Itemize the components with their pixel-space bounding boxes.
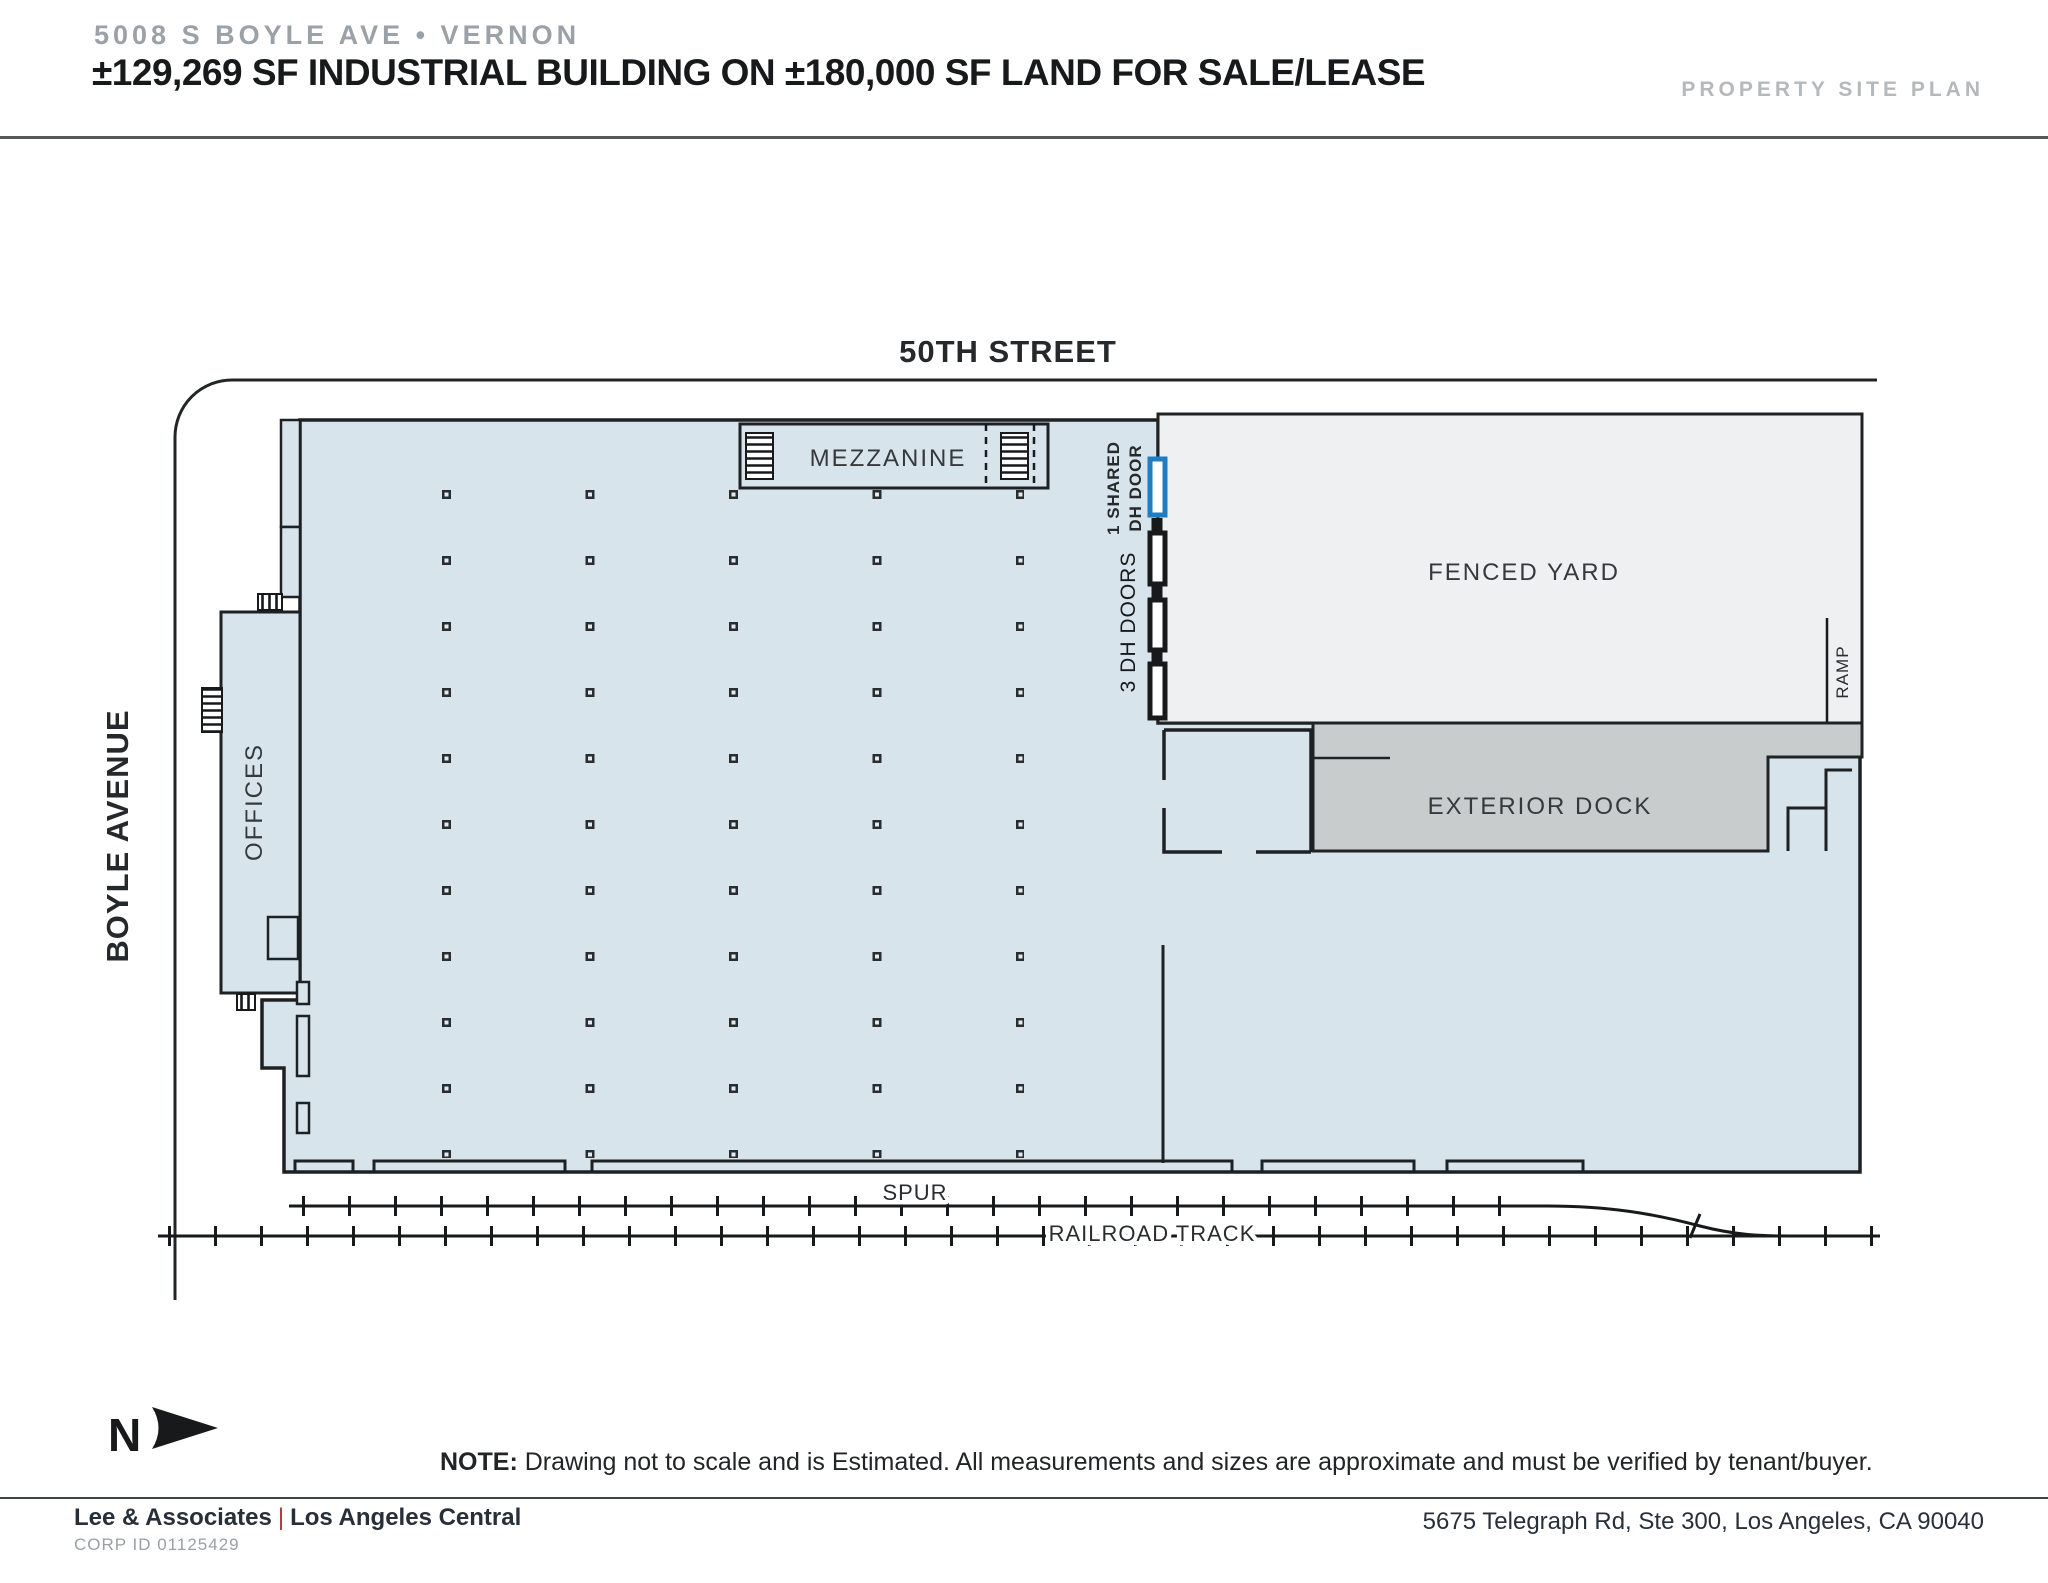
stairs-icon — [237, 994, 255, 1010]
spur-label: SPUR — [882, 1180, 948, 1205]
dh-doors-label: 3 DH DOORS — [1117, 551, 1140, 693]
street-label-left: BOYLE AVENUE — [100, 709, 135, 963]
mezzanine-label: MEZZANINE — [809, 445, 967, 472]
office-name: Los Angeles Central — [290, 1504, 522, 1531]
dh-door — [1150, 664, 1165, 718]
column-grid — [442, 490, 1024, 1158]
rail-spur — [289, 1206, 1788, 1238]
note-text: Drawing not to scale and is Estimated. All measurements and sizes are approximate and must be verified by tenant/buyer. — [517, 1448, 1873, 1476]
brokerage-name — [74, 1504, 521, 1532]
mezzanine-stairs-icon — [1001, 433, 1028, 479]
page-title: ±129,269 SF INDUSTRIAL BUILDING ON ±180,000 SF LAND FOR SALE/LEASE — [92, 52, 1426, 93]
dh-door — [1150, 533, 1165, 584]
offices-label: OFFICES — [241, 742, 268, 862]
note-label: NOTE: — [440, 1448, 518, 1476]
property-address: 5008 S BOYLE AVE • VERNON — [94, 20, 581, 50]
shared-dh-door — [1150, 459, 1165, 515]
dh-door — [1150, 600, 1165, 650]
brokerage-address: 5675 Telegraph Rd, Ste 300, Los Angeles, CA 90040 — [1422, 1508, 1984, 1535]
stairs-icon — [202, 688, 222, 732]
north-arrow-icon — [152, 1407, 218, 1449]
mezzanine-stairs-icon — [746, 433, 773, 479]
corp-id: CORP ID 01125429 — [74, 1535, 240, 1554]
disclaimer-note — [440, 1448, 1873, 1477]
railroad-label: RAILROAD TRACK — [1048, 1221, 1256, 1246]
shared-door-label-line2: DH DOOR — [1126, 444, 1145, 532]
office-inner-room — [268, 917, 298, 959]
fenced-yard-label: FENCED YARD — [1428, 559, 1620, 586]
north-label: N — [108, 1409, 142, 1461]
footer-pipe: | — [277, 1504, 285, 1531]
street-label-top: 50TH STREET — [899, 334, 1117, 369]
mezzanine — [740, 424, 1048, 488]
company-name: Lee & Associates — [74, 1504, 272, 1531]
shared-door-label-line1: 1 SHARED — [1104, 441, 1123, 535]
exterior-dock-label: EXTERIOR DOCK — [1427, 793, 1653, 820]
footer-divider — [0, 1497, 2048, 1499]
stairs-icon — [258, 594, 282, 610]
plan-type-label: PROPERTY SITE PLAN — [1681, 78, 1984, 101]
ramp-label: RAMP — [1833, 645, 1852, 699]
